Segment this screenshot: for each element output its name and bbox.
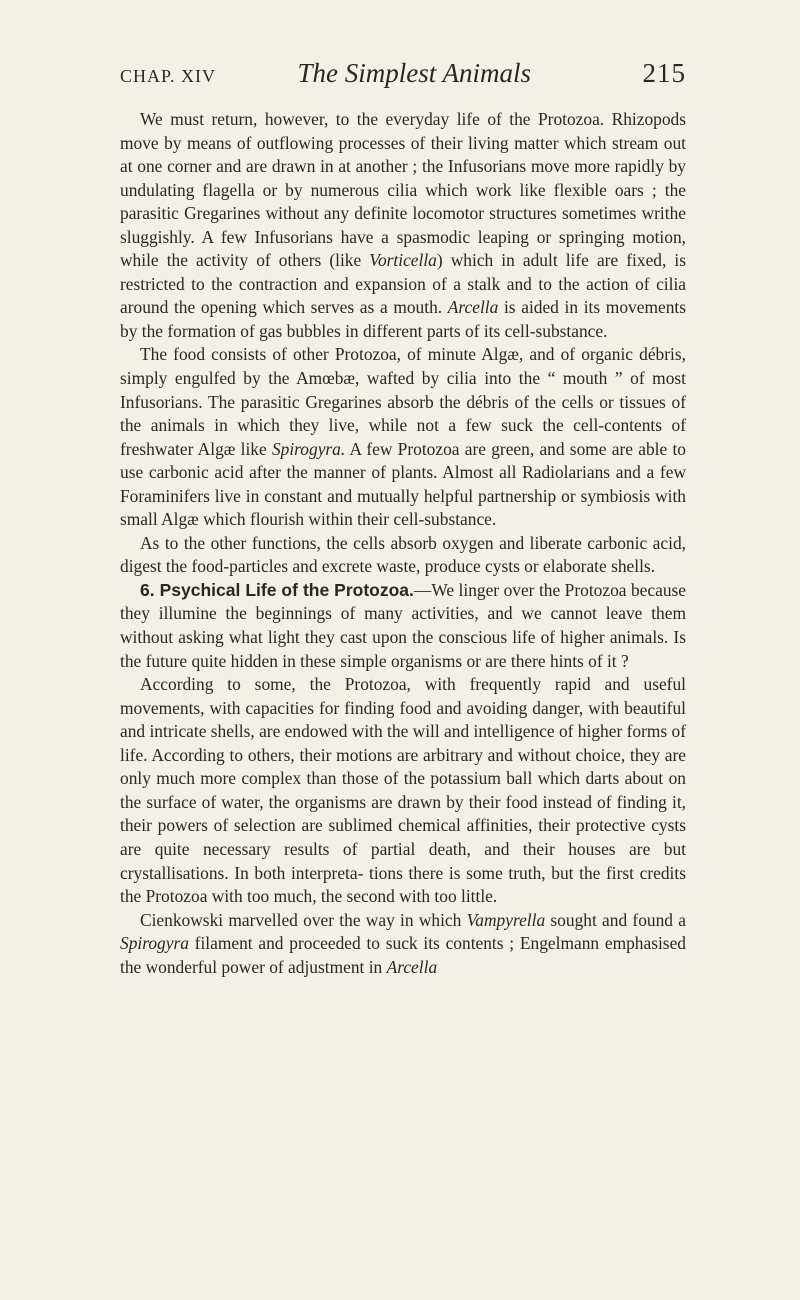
text-run: Cienkowski marvelled over the way in which	[140, 909, 467, 930]
italic-term: Arcella	[447, 297, 499, 318]
italic-term: Spirogyra	[120, 933, 189, 954]
paragraph-psychical-life	[120, 579, 686, 673]
italic-term: Arcella	[386, 956, 438, 977]
italic-term: Vampyrella	[466, 909, 546, 930]
text-run: A few Protozoa are green, and some are able to use carbonic acid after the manner of plants. Almost all Radiolarians and a few Foraminifers live in constant and mutually helpful partnership or symbiosis with small Algæ which flourish within their cell-substance.	[120, 438, 686, 530]
chapter-label: CHAP. XIV	[120, 66, 217, 86]
text-run: As to the other functions, the cells absorb oxygen and liberate carbonic acid, digest the food-particles and excrete waste, produce cysts or elaborate shells.	[120, 532, 686, 577]
body-text	[120, 108, 686, 979]
paragraph-cienkowski	[120, 909, 686, 980]
text-run: We must return, however, to the everyday life of the Protozoa. Rhizopods move by means of outflowing processes of their living matter which stream out at one corner and are drawn in at another ; the Infusorians move more rapidly by undulating flagella or by numerous cilia which work like flexible oars ; the parasitic Gregarines without any definite locomotor structures sometimes writhe sluggishly. A few Infusorians have a spasmodic leaping or springing motion, while the activity of others (like	[120, 109, 686, 271]
running-header	[120, 58, 686, 89]
italic-term: Spirogyra.	[271, 438, 346, 459]
italic-term: Vorticella	[369, 250, 437, 271]
page-number: 215	[642, 58, 686, 88]
section-heading: 6. Psychical Life of the Protozoa.	[140, 579, 414, 600]
text-run: is aided in its movements by the formation of gas bubbles in different parts of its cell-substance.	[120, 297, 686, 341]
running-title: The Simplest Animals	[297, 58, 532, 88]
text-run: sought and found a	[545, 909, 686, 930]
text-run: The food consists of other Protozoa, of minute Algæ, and of organic débris, simply engulfed by the Amœbæ, wafted by cilia into the “ mouth ” of most Infusorians. The parasitic Gregarines absorb the débris of the cells or tissues of the animals in which they live, while not a few suck the cell-contents of freshwater Algæ like	[120, 344, 686, 459]
paragraph-interpretations	[120, 673, 686, 908]
text-run: filament and proceeded to suck its contents ; Engelmann emphasised the wonderful power of adjustment in	[120, 933, 686, 977]
text-run: According to some, the Protozoa, with frequently rapid and useful movements, with capacities for finding food and avoiding danger, with beautiful and intricate shells, are endowed with the will and intelligence of higher forms of life. According to others, their motions are arbitrary and without choice, they are only much more complex than those of the potassium ball which darts about on the surface of water, the organisms are drawn by their food instead of finding it, their powers of selection are sublimed chemical affinities, their protective cysts are quite necessary results of partial death, and their houses are but crystallisations. In both interpreta- tions there is some truth, but the first credits the Protozoa with too much, the second with too little.	[120, 674, 686, 907]
paragraph-food	[120, 343, 686, 531]
text-run: —We linger over the Protozoa because they illumine the beginnings of many activities, and we cannot leave them without asking what light they cast upon the conscious life of higher animals. Is the future quite hidden in these simple organisms or are there hints of it ?	[120, 579, 687, 671]
paragraph-functions	[120, 532, 686, 579]
text-run: ) which in adult life are fixed, is restricted to the contraction and expansion of a stalk and to the action of cilia around the opening which serves as a mouth.	[120, 250, 686, 318]
paragraph-locomotion	[120, 108, 686, 343]
